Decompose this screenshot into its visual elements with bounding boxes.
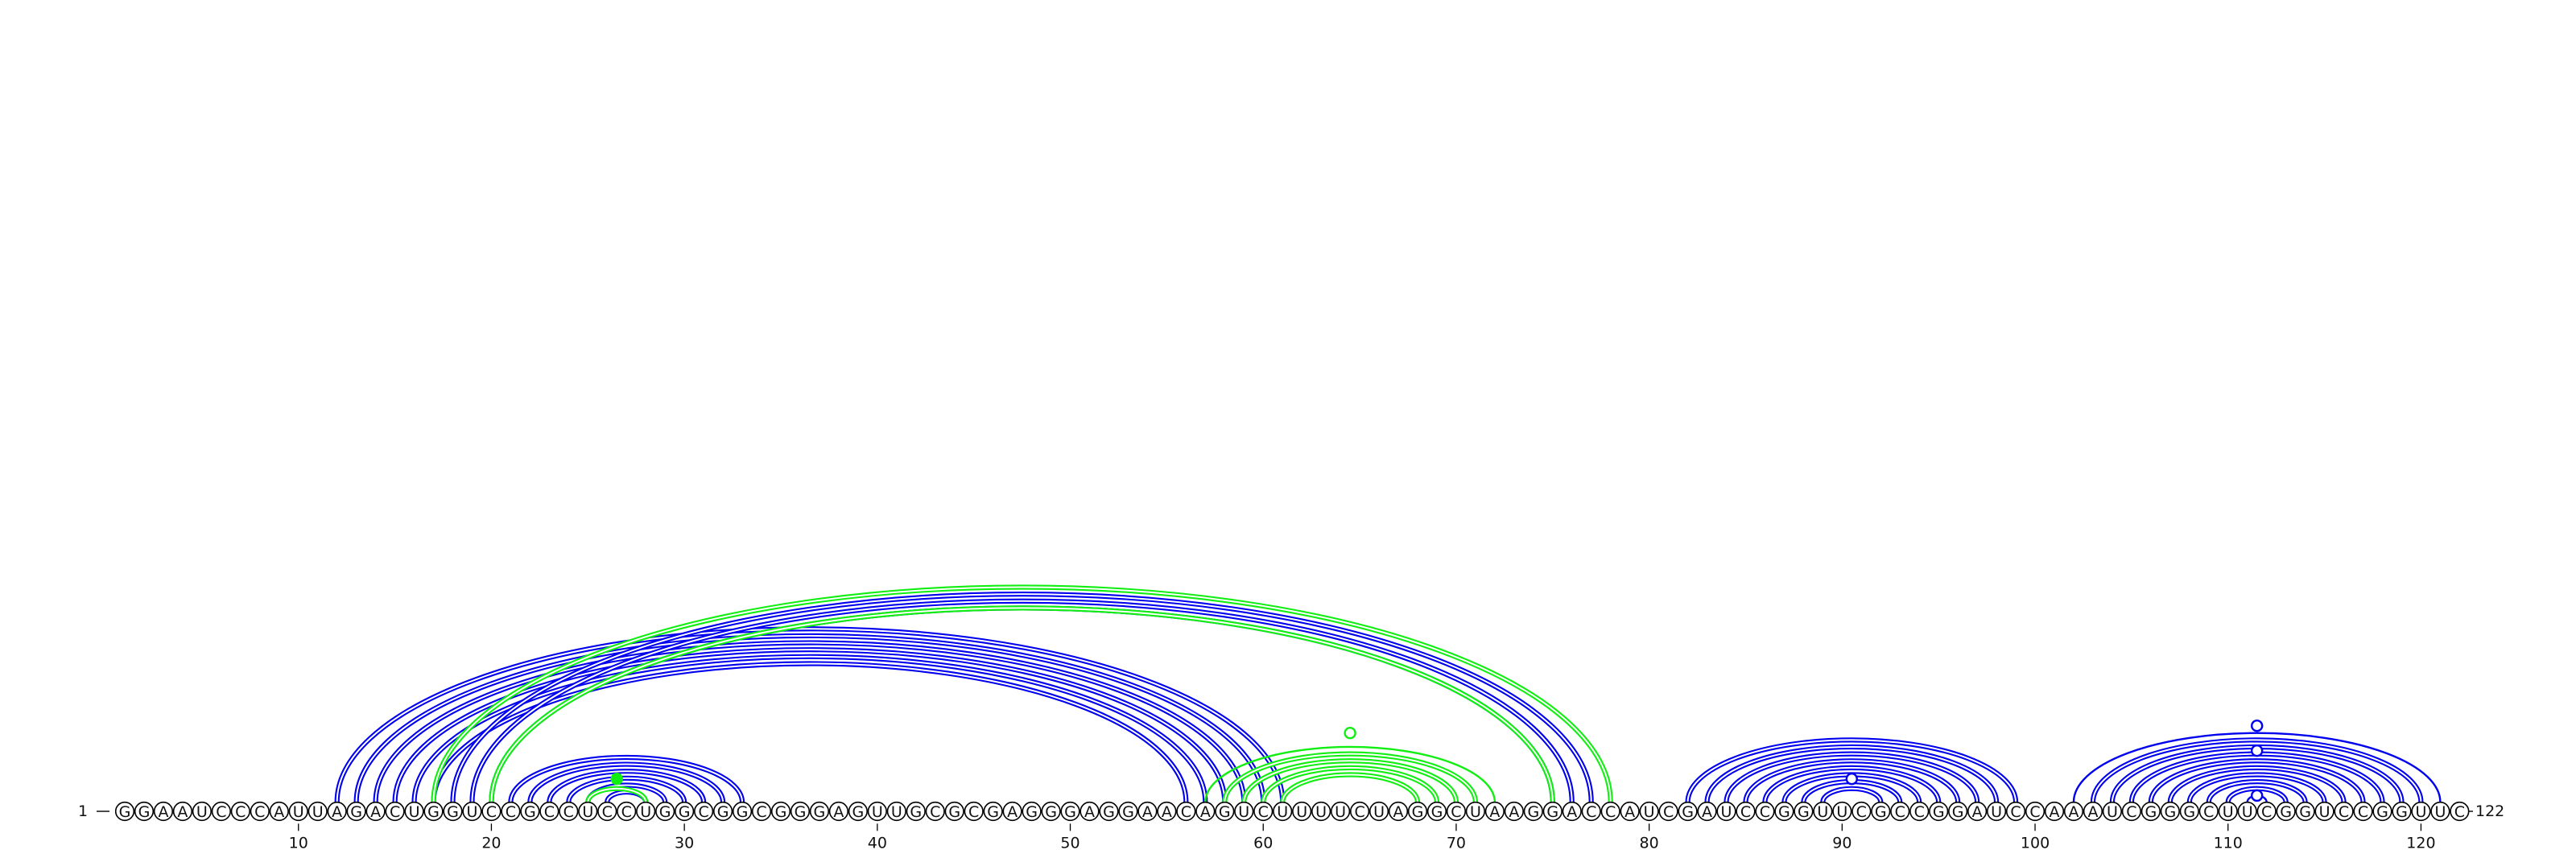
nucleotide (1543, 802, 1562, 821)
nucleotide-letter: G (2164, 802, 2177, 821)
nucleotide (444, 802, 462, 821)
nucleotide-letter: A (1567, 802, 1578, 821)
nucleotide-letter: G (1103, 802, 1115, 821)
nucleotide (386, 802, 404, 821)
nucleotide-letter: C (1759, 802, 1771, 821)
nucleotide-letter: C (2029, 802, 2041, 821)
nucleotide (2219, 802, 2237, 821)
nucleotide (540, 802, 559, 821)
nucleotide-letter: U (2434, 802, 2446, 821)
nucleotide (1891, 802, 1909, 821)
nucleotide (2161, 802, 2180, 821)
nucleotide-letter: C (1586, 802, 1597, 821)
nucleotide-letter: C (930, 802, 941, 821)
nucleotide (308, 802, 327, 821)
axis-tick-label: 10 (288, 834, 308, 852)
nucleotide (502, 802, 520, 821)
nucleotide (1775, 802, 1794, 821)
nucleotide (753, 802, 771, 821)
nucleotide (1428, 802, 1447, 821)
nucleotide (1949, 802, 1967, 821)
nucleotide-letter: U (1720, 802, 1732, 821)
nucleotide-letter: A (1007, 802, 1018, 821)
nucleotide-letter: U (582, 802, 594, 821)
nucleotide (945, 802, 964, 821)
nucleotide-letter: A (177, 802, 188, 821)
nucleotide-letter: G (794, 802, 807, 821)
nucleotide (656, 802, 675, 821)
nucleotide-letter: A (274, 802, 285, 821)
nucleotide-letter: A (2049, 802, 2060, 821)
nucleotide-letter: C (1856, 802, 1867, 821)
nucleotide-letter: U (2415, 802, 2427, 821)
nucleotide (1872, 802, 1890, 821)
nucleotide-letter: A (1141, 802, 1153, 821)
nucleotide-letter: A (370, 802, 382, 821)
nucleotide (1833, 802, 1852, 821)
nucleotide (1486, 802, 1505, 821)
nucleotide (1254, 802, 1273, 821)
nucleotide (598, 802, 617, 821)
base-pair-arc (1282, 774, 1418, 802)
nucleotide-letter: C (1257, 802, 1269, 821)
nucleotide (559, 802, 578, 821)
nucleotide-letter: A (1489, 802, 1501, 821)
nucleotide (1409, 802, 1427, 821)
nucleotide-letter: G (2145, 802, 2157, 821)
nucleotide-letter: G (1682, 802, 1694, 821)
nucleotide (2026, 802, 2045, 821)
nucleotide (1370, 802, 1389, 821)
nucleotide-letter: A (2068, 802, 2079, 821)
nucleotide-letter: U (640, 802, 652, 821)
nucleotide-letter: C (1662, 802, 1674, 821)
nucleotide-letter: U (890, 802, 902, 821)
nucleotide-letter: A (332, 802, 343, 821)
nucleotide (849, 802, 868, 821)
nucleotide (1563, 802, 1581, 821)
nucleotide (366, 802, 385, 821)
nucleotide (213, 802, 231, 821)
base-pair-arc (1823, 789, 1880, 802)
nucleotide (1620, 802, 1639, 821)
nucleotide-letter: G (447, 802, 459, 821)
nucleotide (2123, 802, 2141, 821)
nucleotide (2431, 802, 2450, 821)
nucleotide (1274, 802, 1292, 821)
nucleotide-letter: U (2106, 802, 2118, 821)
nucleotide (1351, 802, 1369, 821)
nucleotide-letter: U (2241, 802, 2253, 821)
nucleotide-letter: U (196, 802, 208, 821)
nucleotide-letter: C (389, 802, 401, 821)
nucleotide (2412, 802, 2430, 821)
nucleotide-letter: G (2280, 802, 2293, 821)
start-label: 1 (77, 802, 89, 820)
nucleotide-letter: C (1354, 802, 1365, 821)
nucleotide-letter: C (2010, 802, 2021, 821)
nucleotide-letter: U (1469, 802, 1481, 821)
nucleotide (1138, 802, 1157, 821)
nucleotide (1852, 802, 1871, 821)
nucleotide (1736, 802, 1755, 821)
nucleotide-letter: C (216, 802, 227, 821)
nucleotide (1930, 802, 1948, 821)
nucleotide-letter: G (138, 802, 151, 821)
nucleotide (232, 802, 250, 821)
nucleotide-letter: C (563, 802, 574, 821)
arc-marker (2252, 790, 2262, 801)
nucleotide (811, 802, 829, 821)
nucleotide-letter: C (2203, 802, 2215, 821)
nucleotide (2392, 802, 2411, 821)
nucleotide (1582, 802, 1600, 821)
nucleotide (1678, 802, 1697, 821)
nucleotide (250, 802, 269, 821)
nucleotide-letter: G (1411, 802, 1424, 821)
nucleotide-letter: G (1218, 802, 1231, 821)
nucleotide (984, 802, 1002, 821)
axis-tick-label: 100 (2020, 834, 2050, 852)
nucleotide (463, 802, 481, 821)
nucleotide (174, 802, 192, 821)
nucleotide (1080, 802, 1099, 821)
nucleotide-letter: A (1393, 802, 1404, 821)
ticks-layer (289, 823, 2436, 852)
axis-tick-label: 50 (1060, 834, 1080, 852)
nucleotide-letter: A (1199, 802, 1211, 821)
nucleotide (2046, 802, 2064, 821)
nucleotide (906, 802, 925, 821)
nucleotide (2199, 802, 2218, 821)
nucleotide (2103, 802, 2122, 821)
nucleotide (1814, 802, 1832, 821)
axis-tick-label: 110 (2213, 834, 2243, 852)
nucleotide-letter: G (2376, 802, 2388, 821)
arc-marker (2252, 720, 2262, 731)
nucleotide (116, 802, 134, 821)
nucleotide-letter: C (756, 802, 767, 821)
nucleotide-letter: G (1045, 802, 1057, 821)
nucleotide (888, 802, 906, 821)
nucleotide (675, 802, 694, 821)
nucleotide (1910, 802, 1929, 821)
nucleotide-letter: G (987, 802, 1000, 821)
nucleotide (1505, 802, 1524, 821)
nucleotide-letter: G (1874, 802, 1887, 821)
nucleotide (1216, 802, 1234, 821)
nucleotide (1717, 802, 1736, 821)
nucleotide-letter: C (621, 802, 632, 821)
nucleotide-letter: G (736, 802, 749, 821)
nucleotide (1042, 802, 1060, 821)
nucleotide-letter: A (1624, 802, 1636, 821)
nucleotide (424, 802, 443, 821)
axis-tick-label: 40 (867, 834, 887, 852)
nucleotide (772, 802, 791, 821)
nucleotide-letter: U (292, 802, 304, 821)
nucleotide (521, 802, 539, 821)
axis-tick-label: 90 (1832, 834, 1852, 852)
nucleotide-letter: C (235, 802, 246, 821)
nucleotide-letter: G (2396, 802, 2408, 821)
nucleotide (2296, 802, 2314, 821)
nucleotide (791, 802, 810, 821)
nucleotide-letter: C (968, 802, 980, 821)
axis-tick-label: 20 (481, 834, 502, 852)
nucleotide-letter: C (543, 802, 555, 821)
nucleotide-letter: G (910, 802, 923, 821)
nucleotide (1331, 802, 1350, 821)
nucleotide (1100, 802, 1118, 821)
nucleotide-letter: G (1546, 802, 1559, 821)
nucleotide (2180, 802, 2198, 821)
nucleotide (2450, 802, 2469, 821)
nucleotide-letter: C (1605, 802, 1616, 821)
nucleotide-letter: G (716, 802, 729, 821)
nucleotide-letter: G (524, 802, 536, 821)
nucleotide (695, 802, 713, 821)
nucleotide-letter: G (1026, 802, 1038, 821)
nucleotide (617, 802, 636, 821)
arcs-layer (337, 588, 2441, 802)
nucleotide (1794, 802, 1813, 821)
nucleotide (1158, 802, 1176, 821)
nucleotide-letter: G (1798, 802, 1810, 821)
nucleotide-letter: A (1509, 802, 1520, 821)
axis-tick-label: 120 (2406, 834, 2436, 852)
nucleotide (579, 802, 597, 821)
nucleotide-letter: U (2222, 802, 2234, 821)
nucleotide-letter: G (948, 802, 961, 821)
nucleotide (1119, 802, 1137, 821)
nucleotide-letter: U (1335, 802, 1347, 821)
nucleotide-letter: U (1836, 802, 1848, 821)
nucleotide (2354, 802, 2372, 821)
nucleotide-letter: G (427, 802, 440, 821)
nucleotide-letter: U (1991, 802, 2003, 821)
nucleotide-letter: A (833, 802, 844, 821)
nucleotide-letter: C (2357, 802, 2369, 821)
nucleotide (2065, 802, 2083, 821)
nucleotide-letter: C (485, 802, 497, 821)
nucleotide (926, 802, 944, 821)
nucleotide (2277, 802, 2295, 821)
nucleotide-letter: A (1702, 802, 1713, 821)
nucleotide (2142, 802, 2161, 821)
nucleotide (1293, 802, 1311, 821)
nucleotide-letter: A (1084, 802, 1095, 821)
base-pair-arc (357, 636, 1264, 802)
arc-marker (1345, 728, 1356, 738)
nucleotide (1061, 802, 1080, 821)
nucleotide (1640, 802, 1658, 821)
nucleotide-letter: G (852, 802, 865, 821)
nucleotide-letter: C (2261, 802, 2273, 821)
nucleotide (1003, 802, 1022, 821)
axis-tick-label: 60 (1253, 834, 1274, 852)
nucleotide-letter: C (698, 802, 709, 821)
nucleotide (2238, 802, 2256, 821)
axis-tick-label: 80 (1639, 834, 1659, 852)
nucleotide (714, 802, 733, 821)
nucleotide (2007, 802, 2025, 821)
axis-tick-label: 30 (675, 834, 695, 852)
nucleotide-letter: G (1932, 802, 1945, 821)
nucleotide (2084, 802, 2103, 821)
nucleotide-letter: U (1238, 802, 1250, 821)
nucleotide (1659, 802, 1678, 821)
nucleotide (270, 802, 288, 821)
nucleotide-letter: G (678, 802, 691, 821)
nucleotide (1177, 802, 1195, 821)
nucleotide (482, 802, 501, 821)
nucleotide-letter: G (2299, 802, 2311, 821)
nucleotide (2373, 802, 2392, 821)
nucleotide-letter: U (2318, 802, 2330, 821)
base-pair-arc-gap (357, 636, 1264, 802)
nucleotide-letter: G (1778, 802, 1790, 821)
nucleotide (2257, 802, 2276, 821)
nucleotide (1601, 802, 1620, 821)
nucleotide-letter: U (1277, 802, 1289, 821)
nucleotide-letter: C (2454, 802, 2466, 821)
nucleotide-letter: G (1064, 802, 1076, 821)
nucleotide-letter: C (1451, 802, 1462, 821)
nucleotide (1968, 802, 1987, 821)
nucleotide-letter: A (2087, 802, 2099, 821)
nucleotide (155, 802, 173, 821)
nucleotide-letter: G (1122, 802, 1134, 821)
nucleotide (733, 802, 752, 821)
nucleotide (405, 802, 423, 821)
nucleotide-letter: C (505, 802, 517, 821)
nucleotide-letter: C (601, 802, 613, 821)
nucleotide-letter: U (871, 802, 883, 821)
nucleotide (1196, 802, 1215, 821)
nucleotide (637, 802, 655, 821)
nucleotide-letter: C (254, 802, 266, 821)
nucleotide-letter: A (158, 802, 169, 821)
nucleotide (135, 802, 154, 821)
nucleotide (1467, 802, 1485, 821)
axis-tick-label: 70 (1446, 834, 1467, 852)
nucleotide-letter: G (2183, 802, 2196, 821)
nucleotide-letter: G (1430, 802, 1443, 821)
nucleotide-letter: G (350, 802, 363, 821)
nucleotide (193, 802, 212, 821)
nucleotide-letter: U (1296, 802, 1308, 821)
nucleotide-letter: C (1180, 802, 1191, 821)
nucleotide (328, 802, 346, 821)
nucleotide (964, 802, 983, 821)
nucleotide-letter: C (2338, 802, 2350, 821)
arc-marker (1847, 773, 1857, 784)
nucleotide-letter: U (466, 802, 478, 821)
nucleotide-letter: G (1527, 802, 1540, 821)
nucleotide (289, 802, 308, 821)
end-label: 122 (2475, 802, 2505, 820)
nucleotide-letter: A (1971, 802, 1983, 821)
arc-marker (2252, 745, 2262, 756)
nucleotide-letter: U (1643, 802, 1655, 821)
nucleotide-letter: C (1740, 802, 1752, 821)
nucleotide-letter: C (2126, 802, 2137, 821)
nucleotide-letter: G (118, 802, 131, 821)
nucleotide-letter: G (658, 802, 671, 821)
nucleotide-letter: G (774, 802, 787, 821)
nucleotide-letter: G (1951, 802, 1964, 821)
nucleotide (1235, 802, 1253, 821)
nucleotide-letter: C (1894, 802, 1905, 821)
nucleotide (2315, 802, 2334, 821)
nucleotide (1447, 802, 1466, 821)
nucleotide (1389, 802, 1408, 821)
nucleotide-letter: C (1913, 802, 1925, 821)
nucleotide-letter: U (1373, 802, 1385, 821)
nucleotide (347, 802, 365, 821)
nucleotide (869, 802, 887, 821)
arc-marker (612, 773, 622, 784)
nucleotide (1525, 802, 1543, 821)
nucleotide (1988, 802, 2006, 821)
nucleotide-letter: U (312, 802, 324, 821)
bases-layer (116, 802, 2469, 821)
nucleotide-letter: U (408, 802, 420, 821)
nucleotide-letter: U (1817, 802, 1829, 821)
nucleotide (1756, 802, 1774, 821)
nucleotide (1022, 802, 1041, 821)
nucleotide (830, 802, 848, 821)
nucleotide (1698, 802, 1716, 821)
nucleotide-letter: U (1315, 802, 1327, 821)
nucleotide-letter: G (813, 802, 826, 821)
nucleotide (2334, 802, 2353, 821)
nucleotide (1312, 802, 1331, 821)
base-pair-arc-gap (1282, 774, 1418, 802)
nucleotide-letter: A (1161, 802, 1172, 821)
